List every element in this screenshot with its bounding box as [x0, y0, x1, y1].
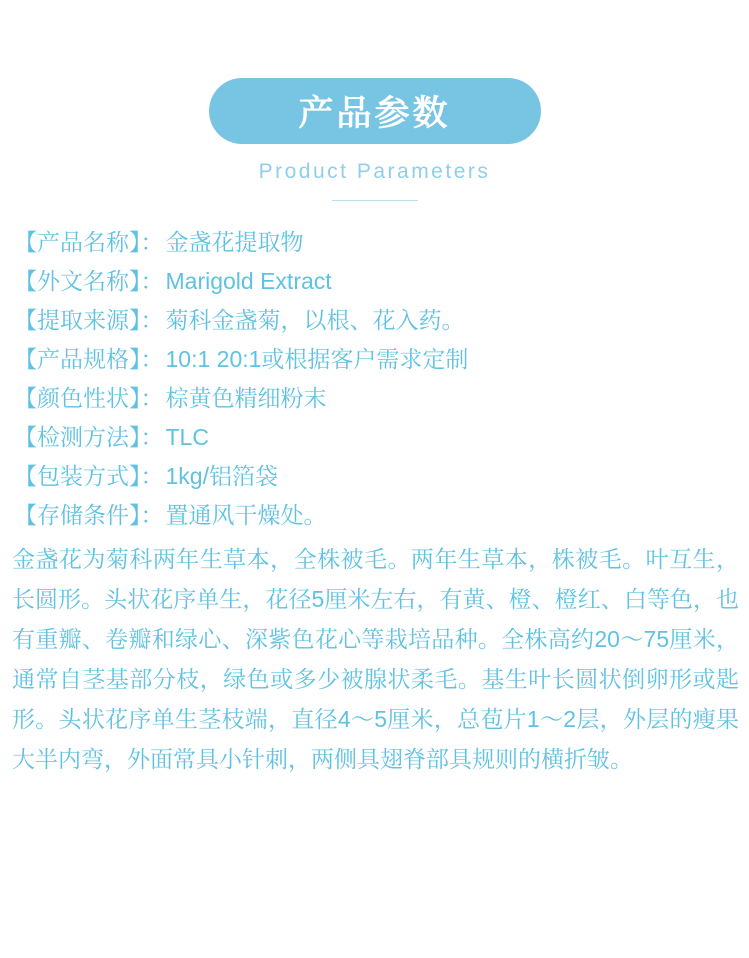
page-subtitle: Product Parameters	[258, 160, 491, 183]
parameter-label: 【外文名称】：	[14, 268, 164, 294]
parameter-list	[0, 223, 749, 535]
parameter-label: 【产品规格】：	[14, 346, 164, 372]
parameter-value: 1kg/铝箔袋	[165, 463, 278, 489]
parameter-value: 10:1 20:1或根据客户需求定制	[165, 346, 469, 372]
parameter-value: TLC	[165, 424, 209, 450]
parameter-value: 金盏花提取物	[165, 229, 304, 255]
parameter-label: 【颜色性状】：	[14, 385, 164, 411]
divider	[332, 200, 418, 201]
section-banner	[209, 78, 541, 144]
parameter-row	[14, 223, 735, 262]
parameter-label: 【包装方式】：	[14, 463, 164, 489]
parameter-value: 棕黄色精细粉末	[165, 385, 327, 411]
parameter-value: 菊科金盏菊，以根、花入药。	[165, 307, 465, 333]
parameter-value: Marigold Extract	[165, 268, 332, 294]
parameter-row	[14, 340, 735, 379]
parameter-row	[14, 457, 735, 496]
parameter-label: 【提取来源】：	[14, 307, 164, 333]
parameter-value: 置通风干燥处。	[165, 502, 327, 528]
parameter-row	[14, 379, 735, 418]
parameter-row	[14, 496, 735, 535]
product-description: 金盏花为菊科两年生草本，全株被毛。两年生草本，株被毛。叶互生，长圆形。头状花序单生，花径5厘米左右，有黄、橙、橙红、白等色，也有重瓣、卷瓣和绿心、深紫色花心等栽培品种。全株高约20～75厘米，通常自茎基部分枝，绿色或多少被腺状柔毛。基生叶长圆状倒卵形或匙形。头状花序单生茎枝端，直径4～5厘米，总苞片1～2层，外层的瘦果大半内弯，外面常具小针刺，两侧具翅脊部具规则的横折皱。	[12, 546, 739, 772]
divider-container	[0, 200, 749, 201]
page-title: 产品参数	[298, 94, 451, 133]
parameter-row	[14, 418, 735, 457]
parameter-label: 【存储条件】：	[14, 502, 164, 528]
parameter-row	[14, 301, 735, 340]
parameter-label: 【产品名称】：	[14, 229, 164, 255]
parameter-label: 【检测方法】：	[14, 424, 164, 450]
banner-container	[0, 0, 749, 144]
parameter-row	[14, 262, 735, 301]
